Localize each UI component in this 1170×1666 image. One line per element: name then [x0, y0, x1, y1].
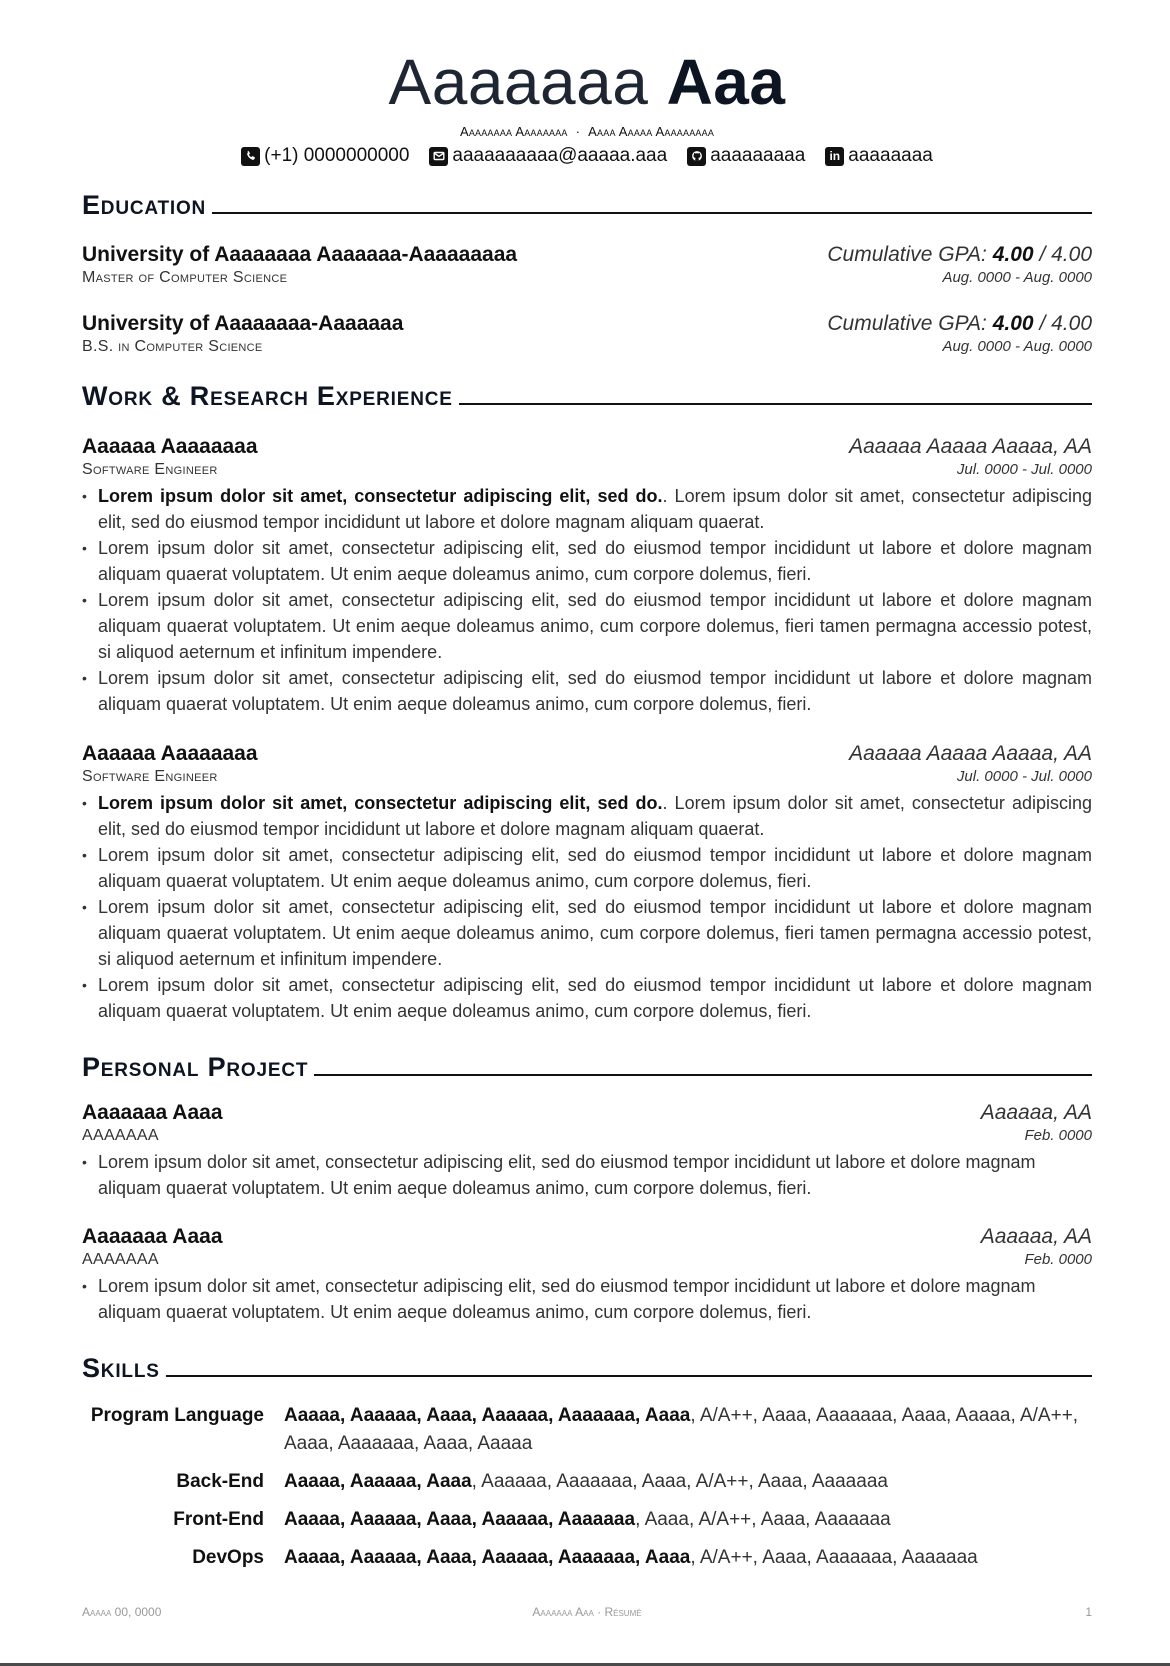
contact-list: [82, 145, 1092, 167]
section-heading: [82, 377, 1092, 411]
skill-items: Aaaaa, Aaaaaa, Aaaa, Aaaaaa, Aaaaaaa, Aaaa, A/A++, Aaaa, Aaaaaaa, Aaaaaaa: [284, 1547, 978, 1568]
bullet-list: [82, 790, 1092, 1024]
project-tag: AAAAAAA: [82, 1251, 159, 1268]
contact-text: (+1) 0000000000: [264, 145, 410, 166]
resume-header: [82, 0, 1092, 167]
section-rule: [314, 1074, 1092, 1076]
project-name: Aaaaaaa Aaaa: [82, 1225, 223, 1248]
date: Feb. 0000: [1024, 1251, 1092, 1268]
page-number: 1: [1085, 1605, 1092, 1619]
position-separator: ·: [575, 124, 581, 139]
full-name: [82, 46, 1092, 118]
skill-label: Back-End: [176, 1471, 264, 1492]
date-range: Aug. 0000 - Aug. 0000: [942, 338, 1092, 355]
resume-page: [82, 0, 1093, 1568]
company-name: Aaaaaa Aaaaaaaa: [82, 435, 258, 458]
location: Aaaaaa, AA: [980, 1101, 1092, 1124]
position-line: [82, 124, 1092, 139]
skills-section: [82, 1349, 1092, 1383]
skill-row: [82, 1544, 1092, 1572]
contact-text: aaaaaaaaa: [710, 145, 806, 166]
school-name: University of Aaaaaaaa-Aaaaaaa: [82, 312, 404, 335]
phone-icon: [241, 147, 260, 166]
page-footer: [82, 1605, 1092, 1619]
company-name: Aaaaaa Aaaaaaaa: [82, 742, 258, 765]
section-title: Personal Project: [82, 1052, 309, 1082]
skill-label: Program Language: [90, 1405, 264, 1426]
section-title: Education: [82, 190, 207, 220]
contact-linkedin[interactable]: [825, 145, 933, 167]
section-heading: [82, 186, 1092, 220]
education-entry: [82, 312, 1092, 356]
experience-entry: [82, 742, 1092, 1024]
linkedin-icon: in: [825, 147, 844, 166]
location: Aaaaaa Aaaaa Aaaaa, AA: [849, 435, 1092, 458]
position-1: Aaaaaaaa Aaaaaaaa: [459, 124, 568, 139]
experience-section: [82, 377, 1092, 411]
bullet-item: • Lorem ipsum dolor sit amet, consectetur adipiscing elit, sed do eiusmod tempor incididunt ut labore et dolore magnam aliquam quaerat voluptatem. Ut enim aeque doleamus animo, cum corpore dolemus, fieri.: [82, 1149, 1092, 1201]
section-rule: [166, 1375, 1092, 1377]
location: Aaaaaa, AA: [980, 1225, 1092, 1248]
last-name: Aaa: [666, 46, 786, 118]
section-rule: [212, 212, 1092, 214]
location: Aaaaaa Aaaaa Aaaaa, AA: [849, 742, 1092, 765]
date-range: Aug. 0000 - Aug. 0000: [942, 269, 1092, 286]
github-icon: [687, 147, 706, 166]
bullet-list: [82, 1149, 1092, 1201]
project-entry: [82, 1101, 1092, 1201]
bullet-item: • Lorem ipsum dolor sit amet, consectetur adipiscing elit, sed do.. Lorem ipsum dolor sit amet, consectetur adipiscing elit, sed do eiusmod tempor incididunt ut labore et dolore magnam aliquam quaerat.: [82, 790, 1092, 842]
bullet-list: [82, 483, 1092, 717]
experience-entry: [82, 435, 1092, 717]
contact-email[interactable]: [429, 145, 667, 167]
first-name: Aaaaaaa: [388, 46, 649, 118]
bullet-item: • Lorem ipsum dolor sit amet, consectetur adipiscing elit, sed do eiusmod tempor incididunt ut labore et dolore magnam aliquam quaerat voluptatem. Ut enim aeque doleamus animo, cum corpore dolemus, fieri.: [82, 665, 1092, 717]
contact-text: aaaaaaaaaa@aaaaa.aaa: [452, 145, 668, 166]
skill-items: Aaaaa, Aaaaaa, Aaaa, Aaaaaa, Aaaaaaa, Aaaa, A/A++, Aaaa, Aaaaaaa, Aaaa, Aaaaa, A/A++, Aaaa, Aaaaaaa, Aaaa, Aaaaa: [284, 1405, 1079, 1454]
section-heading: [82, 1048, 1092, 1082]
bullet-item: • Lorem ipsum dolor sit amet, consectetur adipiscing elit, sed do eiusmod tempor incididunt ut labore et dolore magnam aliquam quaerat voluptatem. Ut enim aeque doleamus animo, cum corpore dolemus, fieri.: [82, 535, 1092, 587]
bullet-item: • Lorem ipsum dolor sit amet, consectetur adipiscing elit, sed do eiusmod tempor incididunt ut labore et dolore magnam aliquam quaerat voluptatem. Ut enim aeque doleamus animo, cum corpore dolemus, fieri tamen permagna accessio potest, si aliquod aeternum et infinitum impendere.: [82, 587, 1092, 665]
contact-github[interactable]: [687, 145, 805, 167]
skill-label: DevOps: [192, 1547, 264, 1568]
date-range: Jul. 0000 - Jul. 0000: [956, 461, 1092, 478]
project-entry: [82, 1225, 1092, 1325]
bullet-item: • Lorem ipsum dolor sit amet, consectetur adipiscing elit, sed do eiusmod tempor incididunt ut labore et dolore magnam aliquam quaerat voluptatem. Ut enim aeque doleamus animo, cum corpore dolemus, fieri.: [82, 1273, 1092, 1325]
skill-items: Aaaaa, Aaaaaa, Aaaa, Aaaaaa, Aaaaaaa, Aaaa, A/A++, Aaaa, Aaaaaaa: [284, 1509, 891, 1530]
section-title: Skills: [82, 1353, 160, 1383]
bullet-list: [82, 1273, 1092, 1325]
contact-phone[interactable]: [241, 145, 409, 167]
skill-row: [82, 1468, 1092, 1496]
bullet-item: • Lorem ipsum dolor sit amet, consectetur adipiscing elit, sed do.. Lorem ipsum dolor sit amet, consectetur adipiscing elit, sed do eiusmod tempor incididunt ut labore et dolore magnam aliquam quaerat.: [82, 483, 1092, 535]
role: Software Engineer: [82, 768, 218, 785]
position-2: Aaaa Aaaaa Aaaaaaaaa: [588, 124, 715, 139]
school-name: University of Aaaaaaaa Aaaaaaa-Aaaaaaaaa: [82, 243, 518, 266]
date: Feb. 0000: [1024, 1127, 1092, 1144]
project-name: Aaaaaaa Aaaa: [82, 1101, 223, 1124]
projects-section: [82, 1048, 1092, 1082]
education-section: [82, 186, 1092, 220]
skills-table: [82, 1402, 1092, 1582]
section-rule: [459, 403, 1092, 405]
skill-items: Aaaaa, Aaaaaa, Aaaa, Aaaaaa, Aaaaaaa, Aaaa, A/A++, Aaaa, Aaaaaaa: [284, 1471, 888, 1492]
section-title: Work & Research Experience: [82, 381, 453, 411]
footer-date: Aaaaa 00, 0000: [82, 1605, 162, 1619]
contact-text: aaaaaaaa: [848, 145, 933, 166]
education-entry: [82, 243, 1092, 287]
degree: Master of Computer Science: [82, 269, 288, 286]
gpa: Cumulative GPA: 4.00 / 4.00: [827, 312, 1092, 335]
bullet-item: • Lorem ipsum dolor sit amet, consectetur adipiscing elit, sed do eiusmod tempor incididunt ut labore et dolore magnam aliquam quaerat voluptatem. Ut enim aeque doleamus animo, cum corpore dolemus, fieri tamen permagna accessio potest, si aliquod aeternum et infinitum impendere.: [82, 894, 1092, 972]
skill-row: [82, 1506, 1092, 1534]
footer-title: Aaaaaaa Aaa · Résumé: [532, 1605, 642, 1619]
envelope-icon: [429, 147, 448, 166]
skill-row: [82, 1402, 1092, 1458]
role: Software Engineer: [82, 461, 218, 478]
skill-label: Front-End: [173, 1509, 264, 1530]
degree: B.S. in Computer Science: [82, 338, 263, 355]
bullet-item: • Lorem ipsum dolor sit amet, consectetur adipiscing elit, sed do eiusmod tempor incididunt ut labore et dolore magnam aliquam quaerat voluptatem. Ut enim aeque doleamus animo, cum corpore dolemus, fieri.: [82, 972, 1092, 1024]
gpa: Cumulative GPA: 4.00 / 4.00: [827, 243, 1092, 266]
section-heading: [82, 1349, 1092, 1383]
date-range: Jul. 0000 - Jul. 0000: [956, 768, 1092, 785]
project-tag: AAAAAAA: [82, 1127, 159, 1144]
bullet-item: • Lorem ipsum dolor sit amet, consectetur adipiscing elit, sed do eiusmod tempor incididunt ut labore et dolore magnam aliquam quaerat voluptatem. Ut enim aeque doleamus animo, cum corpore dolemus, fieri.: [82, 842, 1092, 894]
